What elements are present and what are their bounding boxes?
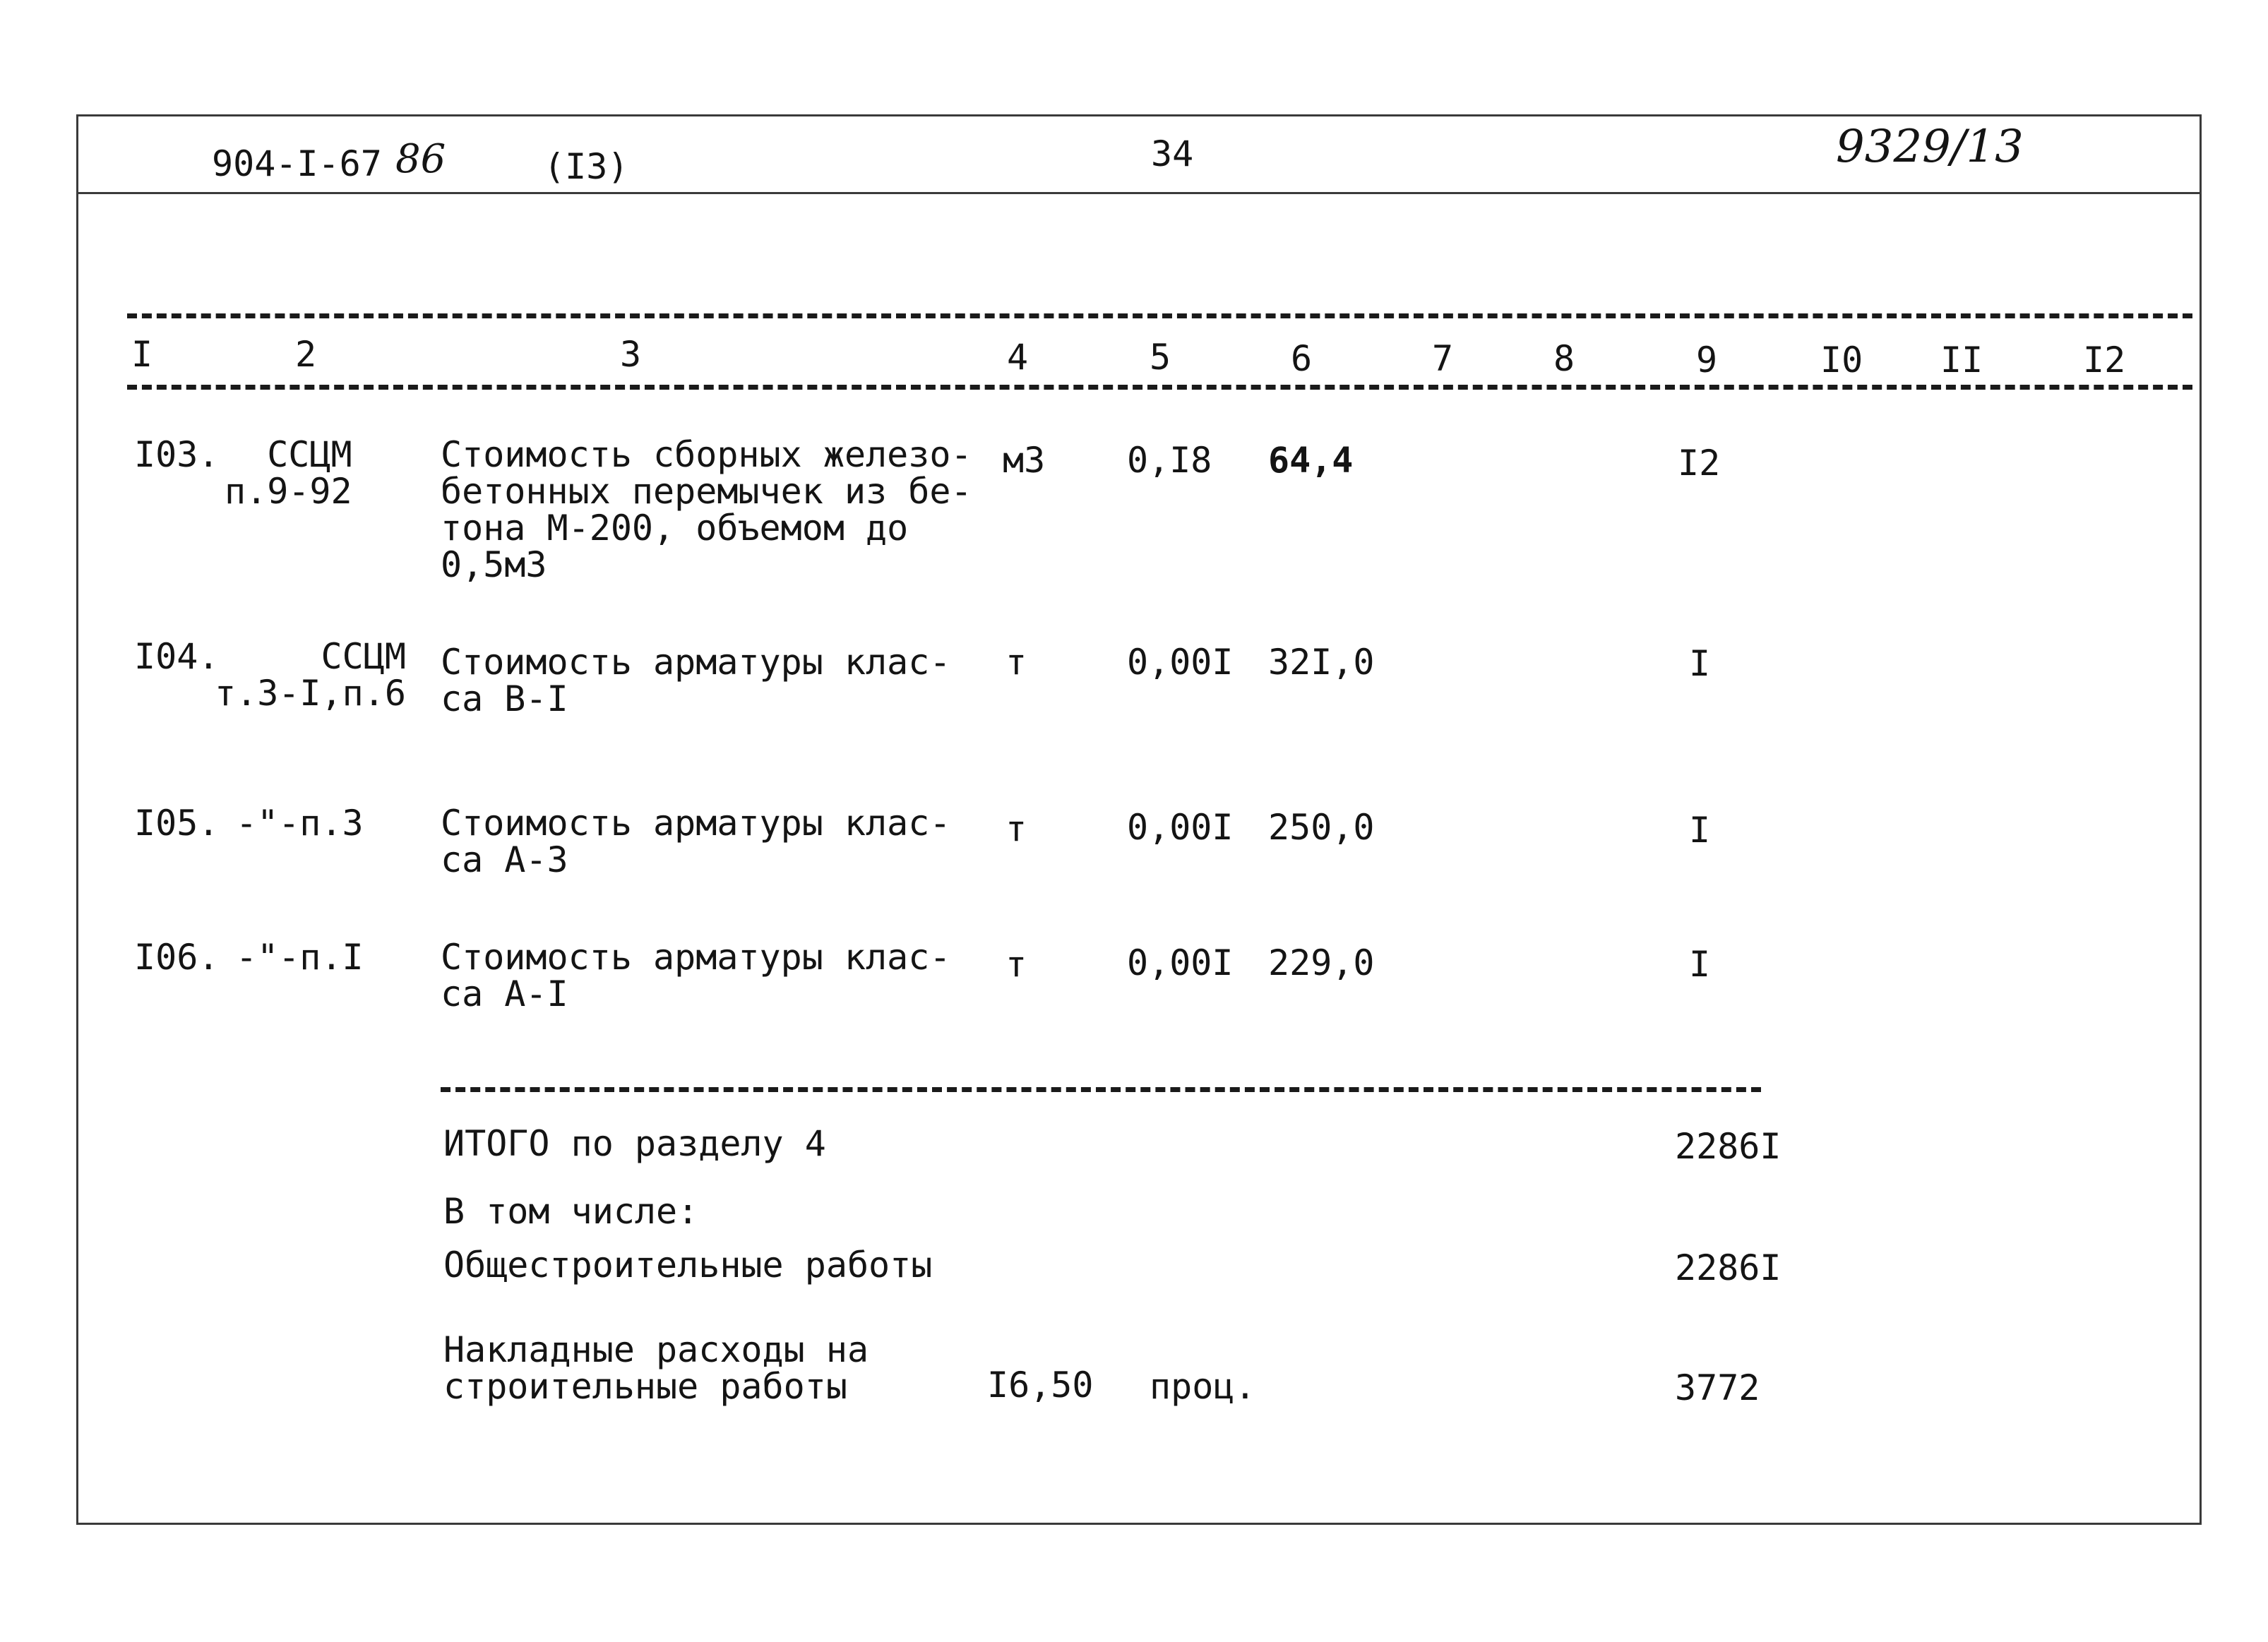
row-unit: м3 — [1003, 440, 1046, 481]
row-quantity: 0,00I — [1127, 807, 1234, 848]
row-unit: т — [1005, 944, 1027, 985]
header-rule — [76, 192, 2202, 194]
section-total-value: 2286I — [1675, 1126, 1781, 1167]
row-total: I2 — [1678, 443, 1721, 484]
row-unit-price: 229,0 — [1268, 942, 1375, 983]
doc-number: 904-I-67 — [212, 143, 382, 184]
general-works-value: 2286I — [1675, 1247, 1781, 1288]
row-unit-price: 250,0 — [1268, 807, 1375, 848]
col-header-8: 8 — [1553, 338, 1575, 379]
row-reference: -"-п.I — [236, 937, 364, 978]
including-label: В том числе: — [443, 1191, 699, 1232]
column-header-bottom-rule — [127, 385, 2192, 390]
col-header-12: I2 — [2083, 340, 2126, 380]
col-header-2: 2 — [295, 334, 317, 375]
row-unit-price: 64,4 — [1268, 440, 1354, 481]
row-number: I06. — [134, 937, 220, 978]
col-header-4: 4 — [1007, 337, 1029, 378]
col-header-7: 7 — [1432, 338, 1454, 379]
section-total-label: ИТОГО по разделу 4 — [443, 1123, 826, 1164]
row-total: I — [1689, 944, 1711, 985]
row-unit: т — [1005, 642, 1027, 683]
col-header-9: 9 — [1696, 340, 1718, 380]
row-number: I05. — [134, 803, 220, 844]
row-number: I03. — [134, 434, 220, 475]
row-total: I — [1689, 643, 1711, 684]
general-works-label: Общестроительные работы — [443, 1245, 933, 1286]
row-description: Стоимость сборных железо- бетонных перемычек из бе- тона М-200, объемом до 0,5м3 — [441, 434, 972, 585]
overhead-unit: проц. — [1150, 1366, 1256, 1407]
col-header-11: II — [1940, 340, 1983, 380]
row-reference: -"-п.3 — [236, 803, 364, 844]
overhead-label: Накладные расходы на строительные работы — [443, 1329, 869, 1407]
overhead-value: 3772 — [1675, 1367, 1760, 1408]
sheet-ref: (I3) — [544, 146, 629, 187]
page-number: 34 — [1151, 133, 1194, 174]
row-description: Стоимость арматуры клас- са В-I — [441, 642, 951, 719]
col-header-5: 5 — [1150, 337, 1171, 378]
row-number: I04. — [134, 636, 220, 677]
col-header-10: I0 — [1820, 340, 1863, 380]
overhead-rate: I6,50 — [987, 1365, 1094, 1406]
row-unit-price: 32I,0 — [1268, 642, 1375, 683]
row-reference: ССЦМ п.9-92 — [225, 434, 352, 512]
row-unit: т — [1005, 808, 1027, 849]
row-total: I — [1689, 810, 1711, 851]
row-quantity: 0,I8 — [1127, 440, 1212, 481]
col-header-6: 6 — [1291, 338, 1313, 379]
column-header-top-rule — [127, 313, 2192, 318]
row-quantity: 0,00I — [1127, 942, 1234, 983]
row-description: Стоимость арматуры клас- са А-3 — [441, 803, 951, 880]
row-reference: ССЦМ т.3-I,п.6 — [215, 636, 406, 714]
row-description: Стоимость арматуры клас- са А-I — [441, 937, 951, 1014]
summary-rule — [441, 1087, 1761, 1092]
col-header-1: I — [131, 334, 153, 375]
doc-year: 86 — [395, 136, 446, 182]
col-header-3: 3 — [620, 334, 642, 375]
row-quantity: 0,00I — [1127, 642, 1234, 683]
archive-number: 9329/13 — [1836, 121, 2024, 173]
